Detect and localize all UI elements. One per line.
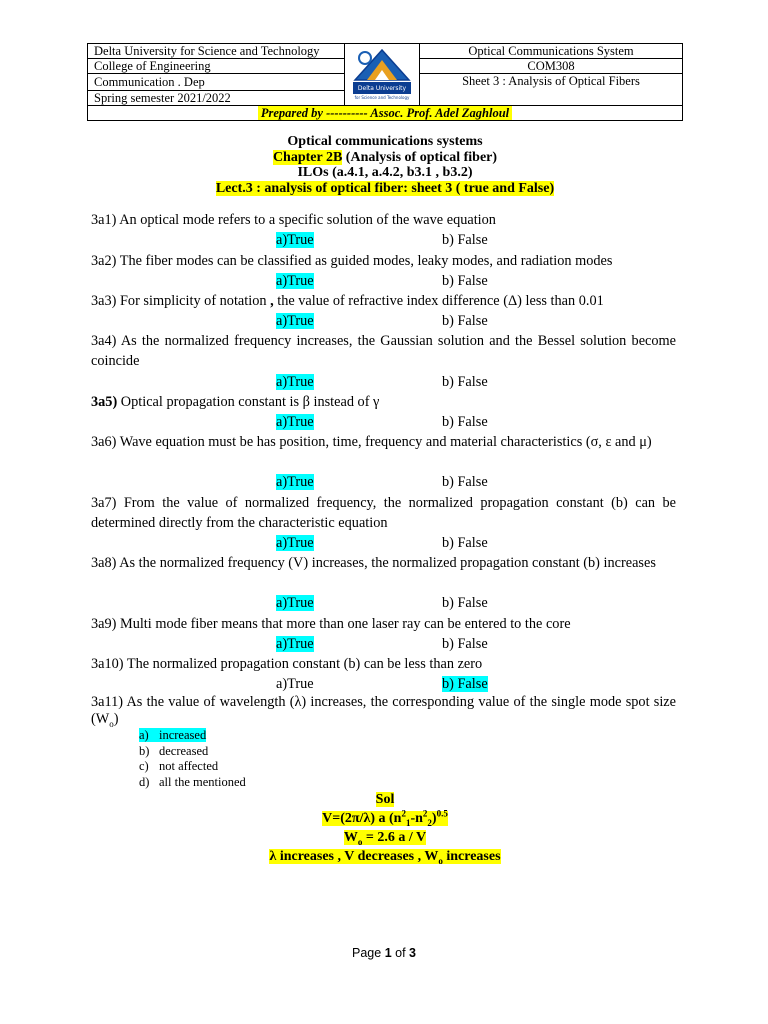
choice-item: c) not affected [139,759,219,773]
option-false: b) False [442,676,488,692]
chapter-subtitle: (Analysis of optical fiber) [342,149,498,165]
option-true: a)True [276,474,314,490]
option-false: b) False [442,374,488,390]
option-true: a)True [276,676,314,692]
option-false: b) False [442,273,488,289]
question-3a10: 3a10) The normalized propagation constant (b) can be less than zero [91,656,483,672]
lecture-line [87,181,683,197]
question-3a5: 3a5) Optical propagation constant is β instead of γ [91,394,380,410]
header-course-code: COM308 [420,59,683,74]
header-table [87,43,683,121]
option-true: a)True [276,273,314,289]
page-footer: Page 1 of 3 [352,946,416,960]
ilos-line: ILOs (a.4.1, a.4.2, b3.1 , b3.2) [297,165,473,180]
course-title: Optical communications systems [287,134,483,149]
option-false: b) False [442,232,488,248]
question-3a6: 3a6) Wave equation must be has position, time, frequency and material characteristics (σ, ε and μ) [91,434,652,450]
header-department: Communication . Dep [88,74,345,91]
lecture-label: Lect.3 : analysis of optical fiber: sheet 3 ( true and False) [215,180,555,196]
question-3a4: 3a4) As the normalized frequency increases, the Gaussian solution and the Bessel solution become coincide [91,333,676,369]
question-3a11: 3a11) As the value of wavelength (λ) increases, the corresponding value of the single mode spot size $(W_o)$ [91,694,676,729]
question-3a2: 3a2) The fiber modes can be classified as guided modes, leaky modes, and radiation modes [91,253,613,269]
header-university: Delta University for Science and Technology [88,44,345,59]
option-true: a)True [276,414,314,430]
question-3a7: 3a7) From the value of normalized frequency, the normalized propagation constant (b) can be determined directly from the characteristic equation [91,495,676,531]
choice-item: a) increased [139,728,207,742]
option-false: b) False [442,535,488,551]
solution-title: Sol [375,792,395,807]
university-logo [345,44,420,106]
chapter-title [87,150,683,166]
question-3a3: 3a3) For simplicity of notation , the value of refractive index difference (Δ) less than 0.01 [91,293,604,309]
question-3a1: 3a1) An optical mode refers to a specific solution of the wave equation [91,212,496,228]
title-block [87,134,683,196]
option-true: a)True [276,636,314,652]
option-true: a)True [276,535,314,551]
solution-conclusion: λ increases , V decreases , $W_o$ increases [269,849,501,866]
option-true: a)True [276,232,314,248]
option-false: b) False [442,636,488,652]
choice-list [139,728,246,790]
solution-equation-v: V=(2π/λ) a $(n^2_1-n^2_2)^{0.5}$ [322,808,448,828]
logo-caption: Delta University [357,85,407,92]
logo-subcaption: for Science and Technology [354,95,410,100]
delta-university-logo-icon [345,44,419,102]
solution-block [87,790,683,866]
solution-equation-wo: $W_o = 2.6$ a / V [343,830,427,847]
choice-item: d) all the mentioned [139,774,246,789]
prepared-by-text: Prepared by ---------- Assoc. Prof. Adel Zaghloul [258,106,512,120]
header-course-name: Optical Communications System [420,44,683,59]
prepared-by-row [88,106,683,121]
option-false: b) False [442,414,488,430]
header-college: College of Engineering [88,59,345,74]
option-false: b) False [442,474,488,490]
question-3a8: 3a8) As the normalized frequency (V) increases, the normalized propagation constant (b) increases [91,555,656,571]
option-true: a)True [276,313,314,329]
option-false: b) False [442,313,488,329]
chapter-label: Chapter 2B [272,149,343,165]
header-semester: Spring semester 2021/2022 [88,91,345,106]
question-3a9: 3a9) Multi mode fiber means that more than one laser ray can be entered to the core [91,616,571,632]
option-true: a)True [276,595,314,611]
header-sheet-title: Sheet 3 : Analysis of Optical Fibers [420,74,683,106]
option-true: a)True [276,374,314,390]
option-false: b) False [442,595,488,611]
choice-item: b) decreased [139,743,209,758]
